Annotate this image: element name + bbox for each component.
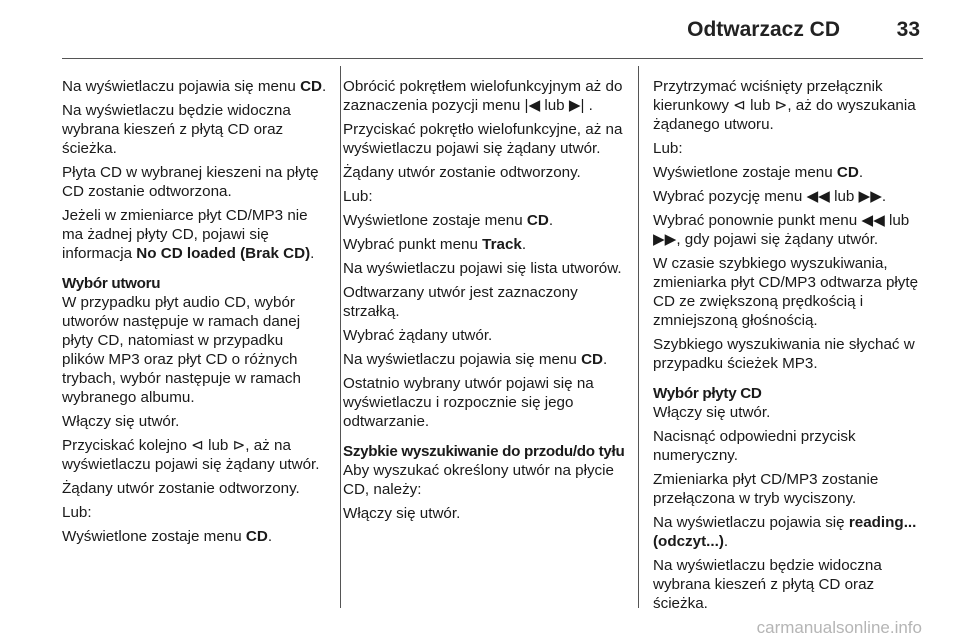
column-divider-1: [340, 66, 341, 608]
paragraph: Włączy się utwór.: [62, 413, 180, 430]
paragraph: Żądany utwór zostanie odtworzony.: [343, 164, 581, 181]
paragraph: Lub:: [653, 140, 683, 157]
page-title: Odtwarzacz CD: [687, 18, 840, 41]
column-2: [343, 77, 628, 528]
section-heading: Wybór utworu: [62, 275, 161, 292]
header-divider: [62, 58, 923, 59]
paragraph: Obrócić pokrętłem wielofunkcyjnym aż do zaznaczenia pozycji menu |◀ lub ▶| .: [343, 78, 623, 114]
paragraph: Zmieniarka płyt CD/MP3 zostanie przełączona w tryb wyciszony.: [653, 471, 879, 507]
paragraph: Wyświetlone zostaje menu CD.: [62, 528, 273, 545]
paragraph: Wyświetlone zostaje menu CD.: [653, 164, 864, 181]
section-heading: Szybkie wyszukiwanie do przodu/do tyłu: [343, 443, 625, 460]
column-1: [62, 77, 329, 551]
paragraph: Nacisnąć odpowiedni przycisk numeryczny.: [653, 428, 856, 464]
paragraph: Aby wyszukać określony utwór na płycie CD, należy:: [343, 462, 614, 498]
paragraph: Na wyświetlaczu pojawi się lista utworów.: [343, 260, 622, 277]
paragraph: Na wyświetlaczu pojawia się menu CD.: [62, 78, 327, 95]
paragraph: Przytrzymać wciśnięty przełącznik kierunkowy ⊲ lub ⊳, aż do wyszukania żądanego utworu.: [653, 78, 916, 133]
paragraph: Płyta CD w wybranej kieszeni na płytę CD zostanie odtworzona.: [62, 164, 319, 200]
paragraph: Na wyświetlaczu będzie widoczna wybrana kieszeń z płytą CD oraz ścieżka.: [653, 557, 882, 612]
paragraph: Na wyświetlaczu będzie widoczna wybrana kieszeń z płytą CD oraz ścieżka.: [62, 102, 291, 157]
paragraph: Przyciskać kolejno ⊲ lub ⊳, aż na wyświetlaczu pojawi się żądany utwór.: [62, 437, 320, 473]
paragraph: Odtwarzany utwór jest zaznaczony strzałką.: [343, 284, 578, 320]
section-heading: Wybór płyty CD: [653, 385, 762, 402]
paragraph: Ostatnio wybrany utwór pojawi się na wyświetlaczu i rozpocznie się jego odtwarzanie.: [343, 375, 594, 430]
paragraph: Wybrać pozycję menu ◀◀ lub ▶▶.: [653, 188, 887, 205]
paragraph: Przyciskać pokrętło wielofunkcyjne, aż na wyświetlaczu pojawi się żądany utwór.: [343, 121, 623, 157]
paragraph: Wyświetlone zostaje menu CD.: [343, 212, 554, 229]
paragraph: Jeżeli w zmieniarce płyt CD/MP3 nie ma żadnej płyty CD, pojawi się informacja No CD loaded (Brak CD).: [62, 207, 315, 262]
paragraph: Żądany utwór zostanie odtworzony.: [62, 480, 300, 497]
paragraph: Na wyświetlaczu pojawia się reading... (odczyt...).: [653, 514, 917, 550]
paragraph: Szybkiego wyszukiwania nie słychać w przypadku ścieżek MP3.: [653, 336, 915, 372]
paragraph: W przypadku płyt audio CD, wybór utworów następuje w ramach danej płyty CD, natomiast w przypadku plików MP3 oraz płyt CD o różnych trybach, wybór następuje w ramach wybranego albumu.: [62, 294, 301, 406]
paragraph: Na wyświetlaczu pojawia się menu CD.: [343, 351, 608, 368]
paragraph: Lub:: [343, 188, 373, 205]
paragraph: W czasie szybkiego wyszukiwania, zmieniarka płyt CD/MP3 odtwarza płytę CD ze zwiększoną prędkością i zmniejszoną głośnością.: [653, 255, 919, 329]
paragraph: Włączy się utwór.: [343, 505, 461, 522]
page-number: 33: [896, 18, 920, 41]
paragraph: Lub:: [62, 504, 92, 521]
paragraph: Wybrać punkt menu Track.: [343, 236, 527, 253]
paragraph: Wybrać żądany utwór.: [343, 327, 493, 344]
watermark: carmanualsonline.info: [756, 618, 922, 637]
paragraph: Wybrać ponownie punkt menu ◀◀ lub ▶▶, gdy pojawi się żądany utwór.: [653, 212, 910, 248]
column-3: [653, 77, 928, 618]
paragraph: Włączy się utwór.: [653, 404, 771, 421]
column-divider-2: [638, 66, 639, 608]
